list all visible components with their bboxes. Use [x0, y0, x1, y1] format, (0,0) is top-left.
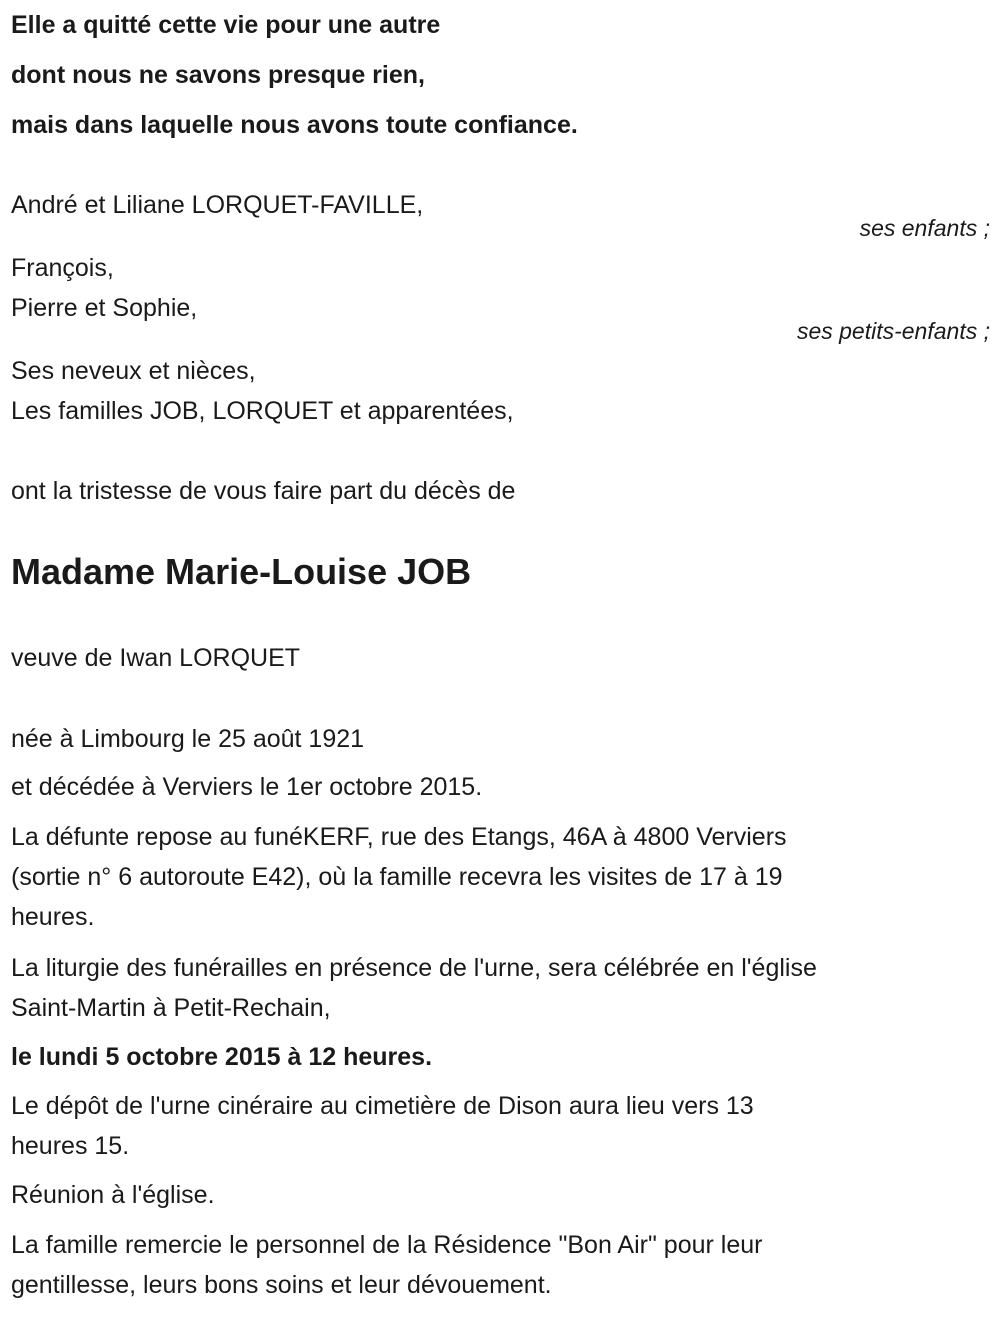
liturgy-line: La liturgie des funérailles en présence de l'urne, sera célébrée en l'église [11, 954, 817, 982]
relatives: Les familles JOB, LORQUET et apparentées, [11, 397, 514, 425]
grandchildren-role: ses petits-enfants ; [796, 318, 990, 344]
meeting: Réunion à l'église. [11, 1181, 215, 1209]
thanks-line: La famille remercie le personnel de la Résidence "Bon Air" pour leur [11, 1231, 763, 1259]
urn-line: Le dépôt de l'urne cinéraire au cimetière de Dison aura lieu vers 13 [11, 1092, 754, 1120]
birth: née à Limbourg le 25 août 1921 [11, 725, 365, 753]
announcement: ont la tristesse de vous faire part du décès de [11, 477, 516, 505]
liturgy-line: Saint-Martin à Petit-Rechain, [11, 994, 331, 1022]
deceased-name: Madame Marie-Louise JOB [11, 551, 472, 592]
epigraph-line: dont nous ne savons presque rien, [11, 61, 425, 89]
widow-of: veuve de Iwan LORQUET [11, 644, 301, 672]
rest-line: La défunte repose au funéKERF, rue des Etangs, 46A à 4800 Verviers [11, 823, 787, 851]
thanks-line: gentillesse, leurs bons soins et leur dévouement. [11, 1271, 552, 1299]
grandchild: Pierre et Sophie, [11, 294, 198, 322]
children: André et Liliane LORQUET-FAVILLE, [11, 191, 424, 219]
ceremony-date: le lundi 5 octobre 2015 à 12 heures. [11, 1043, 433, 1071]
rest-line: (sortie n° 6 autoroute E42), où la famille recevra les visites de 17 à 19 [11, 863, 783, 891]
grandchild: François, [11, 254, 114, 282]
relatives: Ses neveux et nièces, [11, 357, 256, 385]
epigraph-line: Elle a quitté cette vie pour une autre [11, 11, 441, 39]
children-role: ses enfants ; [859, 215, 990, 241]
epigraph-line: mais dans laquelle nous avons toute confiance. [11, 111, 578, 139]
rest-line: heures. [11, 903, 95, 931]
urn-line: heures 15. [11, 1132, 130, 1160]
death: et décédée à Verviers le 1er octobre 2015. [11, 773, 483, 801]
